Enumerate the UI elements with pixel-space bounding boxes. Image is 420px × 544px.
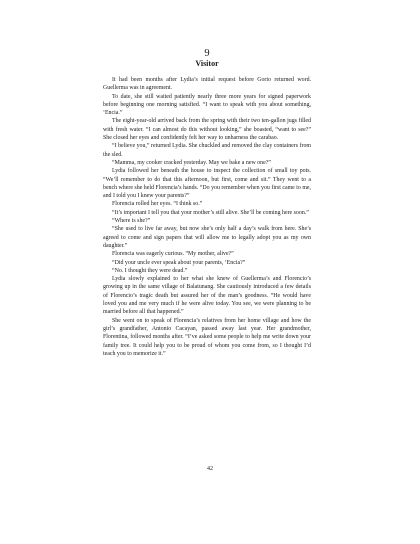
paragraph: “Did your uncle ever speak about your parents, ‘Encia?” [112,259,246,266]
page-number: 42 [207,466,213,472]
paragraph: To date, she still waited patiently nearly three more years for signed paperwork before beginning one morning satisfied. “I want to speak with you about something, ‘Encia.” [103,93,311,117]
book-page [103,48,311,358]
paragraph: “It’s important I tell you that your mother’s still alive. She’ll be coming here soon.” [112,209,309,216]
paragraph: “Mamma, my cooker cracked yesterday. May we bake a new one?” [112,159,271,166]
paragraph: It had been months after Lydia’s initial request before Gorio returned word. Guellerma was in agreement. [103,77,311,92]
paragraph: “Where is she?” [112,218,151,225]
paragraph: Florencia rolled her eyes. “I think so.” [112,201,203,208]
paragraph: Lydia followed her beneath the house to inspect the collection of small toy pots. “We’ll remember to do that this afternoon, but first, come and sit.” They went to a bench where she held Florencia’s hands. “Do you remember when you first came to me, and I told you I knew your parents?” [103,168,311,200]
chapter-number: 9 [204,48,210,59]
paragraph: Lydia slowly explained to her what she knew of Guellerma’s and Florencio’s growing up in the same village of Balatunang. She cautiously introduced a few details of Florencio’s tragic death but assured her of the man’s goodness. “He would have loved you and me very much if he were alive today. You see, we were planning to be married before all that happened.” [103,276,311,316]
chapter-title: Visitor [195,59,219,68]
paragraph: “I believe you,” returned Lydia. She chuckled and removed the clay containers from the sled. [103,143,311,158]
paragraph: “No. I thought they were dead.” [112,267,188,274]
paragraph: The eight-year-old arrived back from the spring with their two ten-gallon jugs filled with fresh water. “I can almost do this without looking,” she boasted, “want to see?” She closed her eyes and confidently felt her way to unharness the carabao. [103,118,311,142]
paragraph: Florencia was eagerly curious. “My mother, alive?” [112,251,234,258]
chapter-body [103,76,311,358]
paragraph: She went on to speak of Florencia’s relatives from her home village and how the girl’s grandfather, Antonio Cacayan, passed away last year. Her grandmother, Florentina, followed months after. “I’ve asked some people to help me write down your family tree. It could help you to be proud of whom you come from, so I thought I’d teach you to memorize it.” [103,317,311,357]
paragraph: “She used to live far away, but now she’s only half a day’s walk from here. She’s agreed to come and sign papers that will allow me to legally adopt you as my own daughter.” [103,226,311,249]
